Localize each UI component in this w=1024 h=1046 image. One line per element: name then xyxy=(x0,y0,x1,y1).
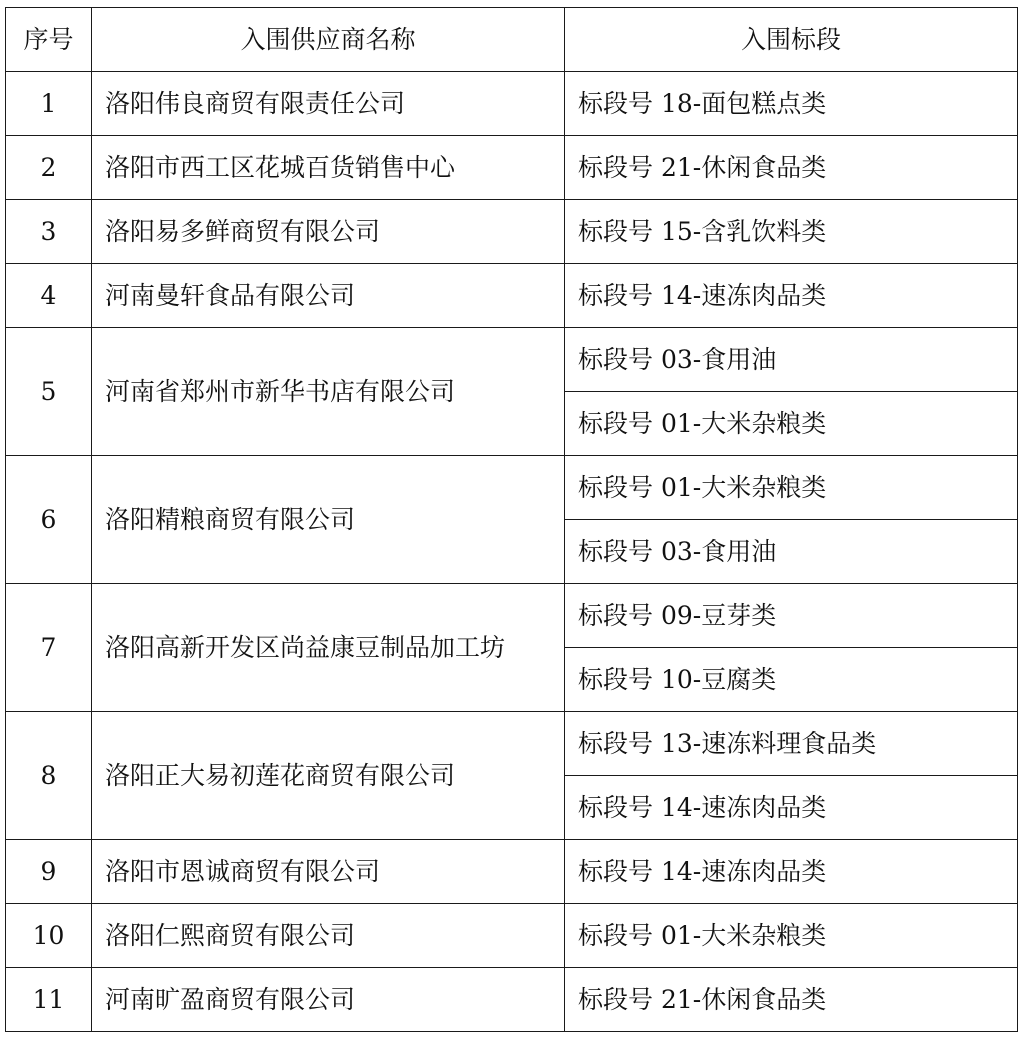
lot-cell: 标段号 14-速冻肉品类 xyxy=(565,264,1018,328)
supplier-name-cell: 洛阳市恩诚商贸有限公司 xyxy=(92,840,565,904)
supplier-name-cell: 河南省郑州市新华书店有限公司 xyxy=(92,328,565,456)
table-header xyxy=(6,8,1018,72)
shortlisted-suppliers-table xyxy=(5,7,1018,1032)
row-index-cell: 11 xyxy=(6,968,92,1032)
lot-cell: 标段号 03-食用油 xyxy=(565,328,1018,392)
header-row xyxy=(6,8,1018,72)
row-index-cell: 2 xyxy=(6,136,92,200)
lot-cell: 标段号 14-速冻肉品类 xyxy=(565,840,1018,904)
supplier-name-cell: 洛阳市西工区花城百货销售中心 xyxy=(92,136,565,200)
table-row xyxy=(6,328,1018,392)
lot-cell: 标段号 09-豆芽类 xyxy=(565,584,1018,648)
table-body xyxy=(6,72,1018,1032)
supplier-name-cell: 洛阳精粮商贸有限公司 xyxy=(92,456,565,584)
supplier-name-cell: 洛阳正大易初莲花商贸有限公司 xyxy=(92,712,565,840)
row-index-cell: 4 xyxy=(6,264,92,328)
lot-cell: 标段号 15-含乳饮料类 xyxy=(565,200,1018,264)
lot-cell: 标段号 01-大米杂粮类 xyxy=(565,392,1018,456)
lot-cell: 标段号 21-休闲食品类 xyxy=(565,136,1018,200)
lot-cell: 标段号 13-速冻料理食品类 xyxy=(565,712,1018,776)
supplier-name-cell: 河南旷盈商贸有限公司 xyxy=(92,968,565,1032)
row-index-cell: 5 xyxy=(6,328,92,456)
supplier-name-cell: 河南曼轩食品有限公司 xyxy=(92,264,565,328)
row-index-cell: 8 xyxy=(6,712,92,840)
row-index-cell: 7 xyxy=(6,584,92,712)
row-index-cell: 3 xyxy=(6,200,92,264)
lot-cell: 标段号 01-大米杂粮类 xyxy=(565,904,1018,968)
table-row xyxy=(6,456,1018,520)
table-row xyxy=(6,840,1018,904)
supplier-name-cell: 洛阳易多鲜商贸有限公司 xyxy=(92,200,565,264)
table-row xyxy=(6,968,1018,1032)
header-index: 序号 xyxy=(6,8,92,72)
lot-cell: 标段号 14-速冻肉品类 xyxy=(565,776,1018,840)
lot-cell: 标段号 03-食用油 xyxy=(565,520,1018,584)
table-row xyxy=(6,200,1018,264)
header-supplier-name: 入围供应商名称 xyxy=(92,8,565,72)
table-row xyxy=(6,136,1018,200)
table-row xyxy=(6,584,1018,648)
header-lot: 入围标段 xyxy=(565,8,1018,72)
table-row xyxy=(6,264,1018,328)
row-index-cell: 10 xyxy=(6,904,92,968)
supplier-name-cell: 洛阳高新开发区尚益康豆制品加工坊 xyxy=(92,584,565,712)
row-index-cell: 6 xyxy=(6,456,92,584)
lot-cell: 标段号 18-面包糕点类 xyxy=(565,72,1018,136)
table-row xyxy=(6,904,1018,968)
lot-cell: 标段号 21-休闲食品类 xyxy=(565,968,1018,1032)
supplier-name-cell: 洛阳仁熙商贸有限公司 xyxy=(92,904,565,968)
supplier-name-cell: 洛阳伟良商贸有限责任公司 xyxy=(92,72,565,136)
row-index-cell: 1 xyxy=(6,72,92,136)
lot-cell: 标段号 10-豆腐类 xyxy=(565,648,1018,712)
row-index-cell: 9 xyxy=(6,840,92,904)
lot-cell: 标段号 01-大米杂粮类 xyxy=(565,456,1018,520)
table-row xyxy=(6,72,1018,136)
table-row xyxy=(6,712,1018,776)
